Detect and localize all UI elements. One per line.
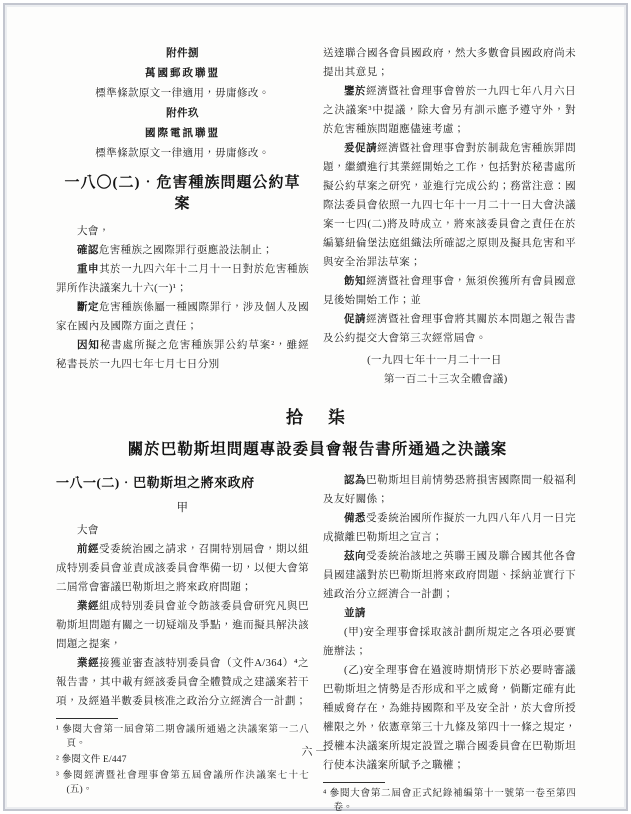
bottom-columns [56,471,579,814]
operative-word: 業經 [77,658,100,669]
paragraph [56,260,309,298]
operative-word: 業經 [77,601,100,612]
paragraph-text: 其於一九四六年十二月十一日對於危害種族罪所作決議案九十六(一)¹； [56,264,309,294]
paragraph-text: 送達聯合國各會員國政府，然大多數會員國政府尚未提出其意見； [323,48,576,78]
operative-word: 備悉 [344,513,367,524]
footnote: ⁴ 參閱大會第二屆會正式紀錄補編第十一號第一卷至第四卷。 [323,789,576,813]
paragraph-text: 接獲並審查該特別委員會（文件A/364）⁴之報告書，其中載有經該委員會全體贊成之建議案若干項，及經過半數委員核准之政治分立經濟合一計劃； [56,658,309,707]
footnote: ³ 參閱經濟暨社會理事會第五屆會議所作決議案七十七(五)。 [56,771,309,795]
paragraph-text: (乙)安全理事會在過渡時期情形下於必要時審議巴勒斯坦之情勢是否形成和平之威脅，倘斷定確有此種威脅存在，為維持國際和平及安全計，於大會所授權限之外，依憲章第三十九條及第四十一條之規定，授權本決議案所規定設置之聯合國委員會在巴勒斯坦行使本決議案所賦予之職權； [323,665,576,771]
paragraph-text: 經濟暨社會理事會將其關於本問題之報告書及公約提交大會第三次經常屆會。 [323,314,576,344]
paragraph [56,654,309,711]
top-columns [56,44,579,389]
operative-word: 鑒於 [344,86,367,97]
left-column-bottom [56,471,309,814]
operative-word: 前經 [77,544,100,555]
left-column-top [56,44,309,389]
paragraph-text: (甲)安全理事會採取該計劃所規定之各項必要實施辦法； [323,627,576,657]
plenary-meeting-line: 第一百二十三次全體會議) [383,374,508,385]
operative-word: 確認 [77,245,99,256]
annex-8-label: 附件捌 [166,48,199,59]
paragraph-text: 大會 [77,525,99,536]
operative-word: 爰促請 [344,143,378,154]
operative-word: 斷定 [77,302,100,313]
paragraph [323,509,576,547]
itu-standard-clause: 標準條款原文一律適用，毋庸修改。 [95,148,270,159]
paragraph-text: 巴勒斯坦目前情勢恐將損害國際間一般福利及友好關係； [323,475,576,505]
paragraph [323,471,576,509]
paragraph [323,139,576,272]
section-title: 關於巴勒斯坦問題專設委員會報告書所通過之決議案 [127,441,508,458]
paragraph [323,82,576,139]
paragraph-text: 組成特別委員會並令飭該委員會研究凡與巴勒斯坦問題有關之一切疑端及爭點，進而擬具解決該問題之提案， [56,601,309,650]
operative-word: 茲向 [344,551,367,562]
paragraph-text: 經濟暨社會理事會對於制裁危害種族罪問題，繼續進行其業經開始之工作，包括對於秘書處所擬公約草案之研究，並進行完成公約；務當注意：國際法委員會依照一九四七年十一月二十一日大會決議案一七四(二)將及時成立，將來該委員會之責任在於編纂紐倫堡法庭組織法所確認之原則及擬具危害和平與安全治罪法草案； [323,143,577,268]
operative-word: 認為 [344,475,367,486]
paragraph-text: 經濟暨社會理事會，無須俟獲所有會員國意見後始開始工作；並 [323,276,576,306]
page-content [56,44,579,814]
paragraph-text: 受委統治該地之英聯王國及聯合國其他各會員國建議對於巴勒斯坦將來政府問題、採納並實行下述政治分立經濟合一計劃； [323,551,576,600]
paragraph [323,547,576,604]
upu-title: 萬國郵政聯盟 [145,68,220,79]
paragraph [323,272,576,310]
paragraph [56,222,309,241]
right-column-top [323,44,576,389]
paragraph [323,310,576,348]
section-number: 拾 柒 [286,408,349,427]
paragraph-text: 經濟暨社會理事會曾於一九四七年八月六日之決議案³中提議，除大會另有訓示應予遵守外，對於危害種族問題應儘速考慮； [323,86,576,135]
resolution-180-heading: 一八〇(二)．危害種族問題公約草案 [64,175,301,212]
footnote-rule [323,782,385,783]
operative-word: 並請 [344,608,366,619]
part-label: 甲 [176,502,189,514]
paragraph [56,336,309,374]
operative-word: 因知 [77,340,100,351]
paragraph-text: 危害種族之國際罪行亟應設法制止； [98,245,274,256]
upu-standard-clause: 標準條款原文一律適用，毋庸修改。 [95,88,270,99]
resolution-181-heading: 一八一(二)．巴勒斯坦之將來政府 [56,475,255,490]
adoption-date-line: (一九四七年十一月二十一日 [367,355,502,366]
paragraph [323,44,576,82]
page-number: 六一 [301,746,330,758]
footnote-rule [56,718,118,719]
operative-word: 飭知 [344,276,367,287]
paragraph [56,521,309,540]
paragraph-text: 受委統治國所作擬於一九四八年八月一日完成撤離巴勒斯坦之宣言； [323,513,576,543]
paragraph [56,540,309,597]
operative-word: 促請 [344,314,367,325]
footnote: ² 參閱文件 E/447 [56,755,127,765]
paragraph [323,604,576,623]
paragraph-text: 危害種族係屬一種國際罪行，涉及個人及國家在國內及國際方面之責任； [56,302,309,332]
paragraph [56,241,309,260]
annex-9-label: 附件玖 [166,108,199,119]
operative-word: 重申 [77,264,100,275]
itu-title: 國際電訊聯盟 [145,128,220,139]
paragraph [56,597,309,654]
paragraph-text: 受委統治國之請求，召開特別屆會，期以組成特別委員會並責成該委員會準備一切，以便大會第二屆常會審議巴勒斯坦之將來政府問題； [56,544,309,593]
paragraph-text: 秘書處所擬之危害種族罪公約草案²，雖經秘書長於一九四七年七月七日分別 [56,340,309,370]
section-seventeen [56,403,579,459]
paragraph-text: 大會， [77,226,110,237]
adoption-date-block [323,351,576,389]
paragraph [56,298,309,336]
right-column-bottom [323,471,576,814]
paragraph [323,623,576,661]
footnote: ¹ 參閱大會第一屆會第二期會議所通過之決議案第一二八頁。 [56,725,309,749]
